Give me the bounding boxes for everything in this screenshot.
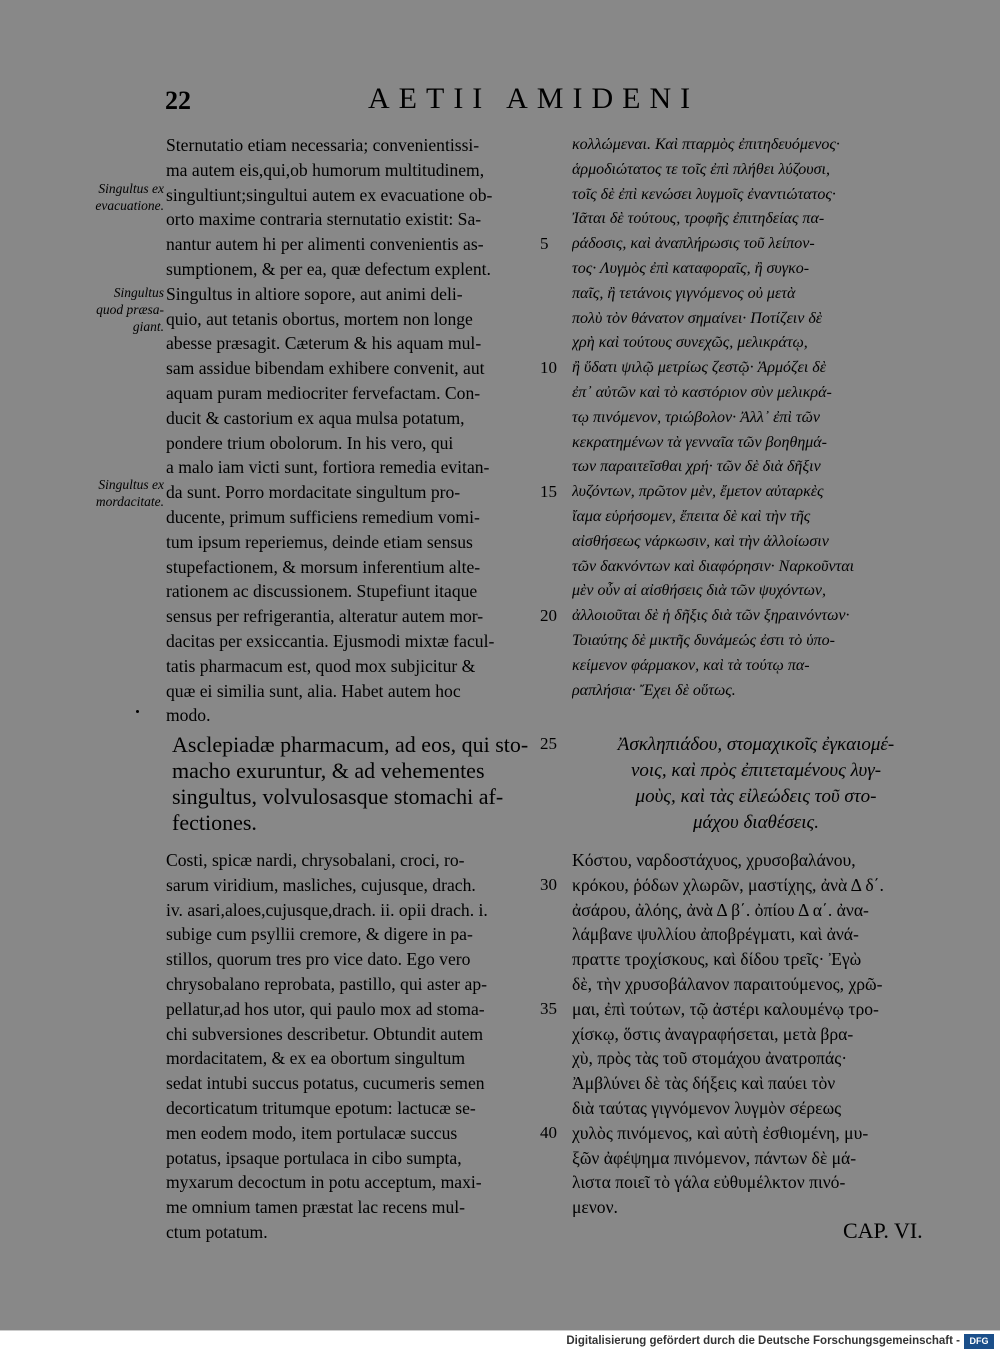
text-line: tum ipsum reperiemus, deinde etiam sensus [166, 531, 473, 552]
line-number: 5 [540, 234, 549, 254]
text-line: χὺ, πρὸς τὰς τοῦ στομάχου ἀνατροπάς· [572, 1048, 848, 1069]
footer-bar [0, 1330, 1000, 1353]
margin-note-line: giant. [132, 319, 164, 334]
text-line: πραττε τροχίσκους, καὶ δίδου τρεῖς· Ἐγὼ [572, 949, 862, 970]
heading-line: singultus, volvulosasque stomachi af- [172, 784, 504, 809]
text-line: Ἰᾶται δὲ τούτους, τροφῆς ἐπιτηδείας πα- [572, 210, 825, 228]
line-number: 30 [540, 874, 557, 894]
text-line: subige cum psyllii cremore, & digere in pa- [166, 924, 473, 945]
margin-note [96, 284, 164, 335]
heading-line: macho exuruntur, & ad vehementes [172, 758, 485, 783]
margin-note [96, 476, 164, 510]
text-line: χυλὸς πινόμενος, καὶ αὐτὴ ἐσθιομένη, μυ- [572, 1122, 869, 1143]
heading-line: μοὺς, καὶ τὰς εἰλεώδεις τοῦ στο- [635, 786, 877, 807]
greek-recipe-text [572, 848, 934, 1220]
text-line: τος· Λυγμὸς ἐπὶ καταφοραῖς, ἢ συγκο- [572, 259, 810, 277]
text-line: μὲν οὖν αἱ αἰσθήσεις διὰ τῶν ψυχόντων, [572, 582, 827, 600]
line-number: 40 [540, 1122, 557, 1142]
heading-line: νοις, καὶ πρὸς ἐπιτεταμένους λυγ- [630, 760, 882, 781]
heading-line: Ἀσκληπιάδου, στομαχικοῖς ἐγκαιομέ- [617, 734, 895, 755]
text-line: Τοιαύτης δὲ μικτῆς δυνάμεώς ἐστι τὸ ὑπο- [572, 631, 835, 649]
text-line: των παραιτεῖσθαι χρή· τῶν δὲ διὰ δῆξιν [572, 458, 821, 476]
margin-note-line: Singultus ex [98, 477, 164, 492]
text-line: ράδοσις, καὶ ἀναπλήρωσις τοῦ λείπον- [572, 235, 815, 253]
text-line: a malo iam victi sunt, fortiora remedia evitan- [166, 457, 490, 478]
running-head: AETII AMIDENI [368, 82, 700, 115]
text-line: ma autem eis,qui,ob humorum multitudinem, [166, 159, 485, 180]
text-line: quio, aut tetanis obortus, mortem non longe [166, 308, 473, 329]
margin-note-line: evacuatione. [95, 198, 164, 213]
text-line: potatus, ipsaque portulaca in cibo sumpta, [166, 1147, 462, 1168]
heading-line: fectiones. [172, 810, 257, 835]
text-line: aquam puram mediocriter fervefactam. Con- [166, 382, 481, 403]
text-line: me omnium tamen præstat lac recens mul- [166, 1197, 466, 1218]
text-line: μενον. [572, 1197, 618, 1218]
text-line: tatis pharmacum est, quod mox subjicitur & [166, 655, 476, 676]
text-line: ducente, primum sufficiens remedium vomi- [166, 506, 480, 527]
line-number: 35 [540, 998, 557, 1018]
text-line: stillos, quorum tres pro vice dato. Ego vero [166, 949, 471, 970]
text-line: myxarum decoctum in potu acceptum, maxi- [166, 1172, 482, 1193]
margin-note-line: Singultus ex [98, 181, 164, 196]
text-line: Costi, spicæ nardi, chrysobalani, croci, ro- [166, 850, 465, 870]
page-number: 22 [165, 86, 191, 115]
text-line: λυζόντων, πρῶτον μὲν, ἔμετον αὐταρκὲς [572, 483, 824, 501]
text-line: sedat intubi succus potatus, cucumeris semen [166, 1073, 485, 1094]
text-line: stupefactionem, & morsum inferentium alte- [166, 556, 481, 577]
latin-recipe-text [166, 848, 552, 1245]
text-line: λάμβανε ψυλλίου ἀποβρέγματι, καὶ ἀνά- [572, 924, 859, 945]
text-line: iv. asari,aloes,cujusque,drach. ii. opii drach. i. [166, 899, 488, 920]
text-line: chrysobalano reprobata, pastillo, qui aster ap- [166, 973, 487, 994]
text-line: διὰ ταύτας γιγνόμενον λυγμὸν σέρεως [572, 1097, 842, 1118]
text-line: πολὺ τὸν θάνατον σημαίνει· Ποτίζειν δὲ [572, 309, 823, 327]
text-line: pondere trium obolorum. In his vero, qui [166, 432, 454, 453]
margin-note-line: Singultus [113, 285, 164, 300]
text-line: κεκρατημένων τὰ γενναῖα τῶν βοηθημά- [572, 433, 828, 451]
text-line: abesse præsagit. Cæterum & his aquam mul- [166, 333, 482, 354]
text-line: rationem ac discussionem. Stupefiunt itaque [166, 581, 478, 602]
latin-section-heading [172, 732, 558, 836]
line-number: 10 [540, 358, 557, 378]
text-line: τῳ πινόμενον, τριώβολον· Ἀλλ᾽ ἐπὶ τῶν [572, 408, 820, 426]
text-line: pellatur,ad hos utor, qui paulo mox ad stoma- [166, 998, 485, 1019]
text-line: ducit & castorium ex aqua mulsa potatum, [166, 407, 465, 428]
text-line: μαι, ἐπὶ τούτων, τῷ ἀστέρι καλουμένῳ τρο- [572, 998, 879, 1019]
text-line: men eodem modo, item portulacæ succus [166, 1122, 458, 1143]
text-line: ἴαμα εὑρήσομεν, ἔπειτα δὲ καὶ τὴν τῆς [572, 507, 811, 525]
text-line: ξῶν ἀφέψημα πινόμενον, πάντων δὲ μά- [572, 1147, 857, 1168]
text-line: ἀσάρου, ἀλόης, ἀνὰ Δ β΄. ὀπίου Δ α΄. ἀνα- [572, 899, 869, 920]
latin-text-column [166, 133, 552, 728]
margin-note [95, 180, 164, 214]
text-line: ἀλλοιοῦται δὲ ἡ δῆξις διὰ τῶν ξηραινόντων· [572, 607, 850, 625]
text-line: ἐπ᾽ αὐτῶν καὶ τὸ καστόριον σὺν μελικρά- [572, 383, 832, 401]
text-line: κρόκου, ῥόδων χλωρῶν, μαστίχης, ἀνὰ Δ δ΄. [572, 874, 884, 895]
text-line: sensus per refrigerantia, alteratur autem mor- [166, 606, 484, 627]
text-line: λιστα ποιεῖ τὸ γάλα εὐθυμέλκτον πινό- [572, 1172, 846, 1193]
text-line: sarum viridium, masliches, cujusque, drach. [166, 874, 476, 895]
margin-note-line: mordacitate. [95, 494, 164, 509]
greek-text-column [572, 133, 934, 703]
text-line: παῖς, ἢ τετάνοις γιγνόμενος οὐ μετὰ [572, 284, 796, 302]
text-line: ἢ ὕδατι ψιλῷ μετρίως ζεστῷ· Ἁρμόζει δὲ [572, 359, 827, 377]
text-line: δὲ, τὴν χρυσοβάλανον παραιτούμενος, χρῶ- [572, 973, 883, 994]
text-line: sumptionem, & per ea, quæ defectum explent. [166, 258, 491, 279]
ink-speck [136, 710, 139, 713]
line-number: 20 [540, 606, 557, 626]
heading-line: μάχου διαθέσεις. [693, 812, 819, 833]
text-line: dacitas per exsiccantia. Ejusmodi mixtæ facul- [166, 630, 495, 651]
text-line: da sunt. Porro mordacitate singultum pro- [166, 482, 461, 503]
text-line: κολλώμεναι. Καὶ πταρμὸς ἐπιτηδευόμενος· [572, 136, 840, 153]
text-line: ραπλήσια· Ἔχει δὲ οὕτως. [572, 681, 736, 699]
text-line: Singultus in altiore sopore, aut animi deli- [166, 283, 463, 304]
text-line: ctum potatum. [166, 1221, 268, 1242]
text-line: τῶν δακνόντων καὶ διαφόρησιν· Ναρκοῦνται [572, 557, 855, 575]
text-line: quæ ei similia sunt, alia. Habet autem hoc [166, 680, 461, 701]
funding-credit: Digitalisierung gefördert durch die Deutsche Forschungsgemeinschaft - [566, 1335, 960, 1347]
text-line: κείμενον φάρμακον, καὶ τὰ τούτῳ πα- [572, 656, 810, 674]
dfg-logo: DFG [964, 1334, 994, 1349]
text-line: ἁρμοδιώτατος τε τοῖς ἐπὶ πλήθει λύζουσι, [572, 160, 830, 178]
text-line: αἰσθήσεως νάρκωσιν, καὶ τὴν ἀλλοίωσιν [572, 532, 829, 550]
text-line: Sternutatio etiam necessaria; convenientissi- [166, 135, 480, 155]
text-line: nantur autem hi per alimenti convenientis as- [166, 234, 484, 255]
line-number: 25 [540, 734, 557, 753]
text-line: Κόστου, ναρδοστάχυος, χρυσοβαλάνου, [572, 850, 856, 870]
text-line: modo. [166, 705, 211, 726]
text-line: decorticatum tritumque epotum: lactucæ se- [166, 1097, 476, 1118]
text-line: singultiunt;singultui autem ex evacuatione ob- [166, 184, 493, 205]
text-line: sam assidue bibendam exhibere convenit, aut [166, 358, 485, 379]
line-number: 15 [540, 482, 557, 502]
text-line: χίσκῳ, ὅστις ἀναγραφήσεται, μετὰ βρα- [572, 1023, 854, 1044]
greek-section-heading [575, 732, 937, 836]
heading-line: Asclepiadæ pharmacum, ad eos, qui sto- [172, 732, 529, 757]
text-line: chi subversiones describetur. Obtundit autem [166, 1023, 484, 1044]
margin-note-line: quod præsa- [96, 302, 164, 317]
text-line: mordacitatem, & ex ea obortum singultum [166, 1048, 466, 1069]
text-line: χρὴ καὶ τούτους συνεχῶς, μελικράτῳ, [572, 334, 808, 352]
text-line: τοῖς δὲ ἐπὶ κενώσει λυγμοῖς ἐναντιώτατος· [572, 185, 836, 203]
text-line: Ἀμβλύνει δὲ τὰς δήξεις καὶ παύει τὸν [572, 1073, 836, 1094]
text-line: orto maxime contraria sternutatio existit: Sa- [166, 209, 482, 230]
catchword: CAP. VI. [843, 1218, 923, 1243]
